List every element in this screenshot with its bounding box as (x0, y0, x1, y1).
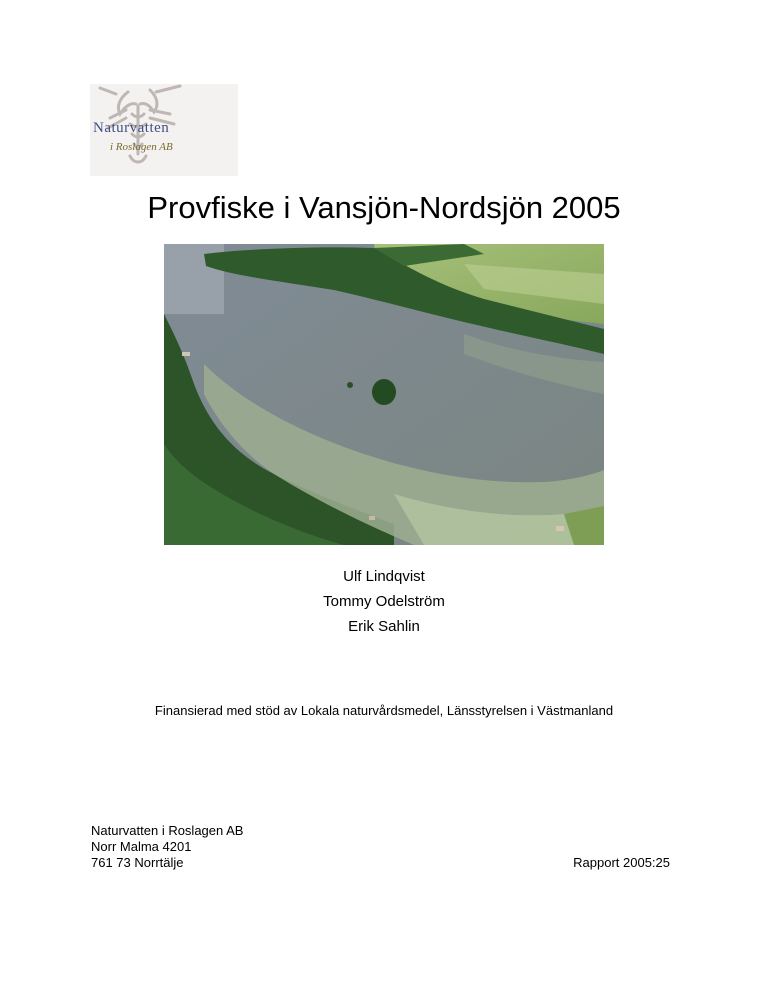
aerial-lake-photo (164, 244, 604, 545)
author-list (0, 564, 768, 639)
logo-line1: Naturvatten (93, 120, 170, 136)
author-name: Tommy Odelström (323, 593, 445, 610)
funding-statement: Finansierad med stöd av Lokala naturvårdsmedel, Länsstyrelsen i Västmanland (154, 703, 614, 718)
company-logo (90, 84, 238, 176)
author-name: Ulf Lindqvist (343, 568, 425, 585)
author-name: Erik Sahlin (348, 618, 420, 635)
company-address (91, 823, 243, 871)
report-number: Rapport 2005:25 (573, 855, 670, 870)
address-line: Naturvatten i Roslagen AB (91, 823, 244, 838)
address-line: Norr Malma 4201 (91, 839, 192, 854)
logo-line2: i Roslagen AB (110, 141, 173, 153)
address-line: 761 73 Norrtälje (91, 855, 184, 870)
page-title: Provfiske i Vansjön-Nordsjön 2005 (147, 190, 621, 225)
